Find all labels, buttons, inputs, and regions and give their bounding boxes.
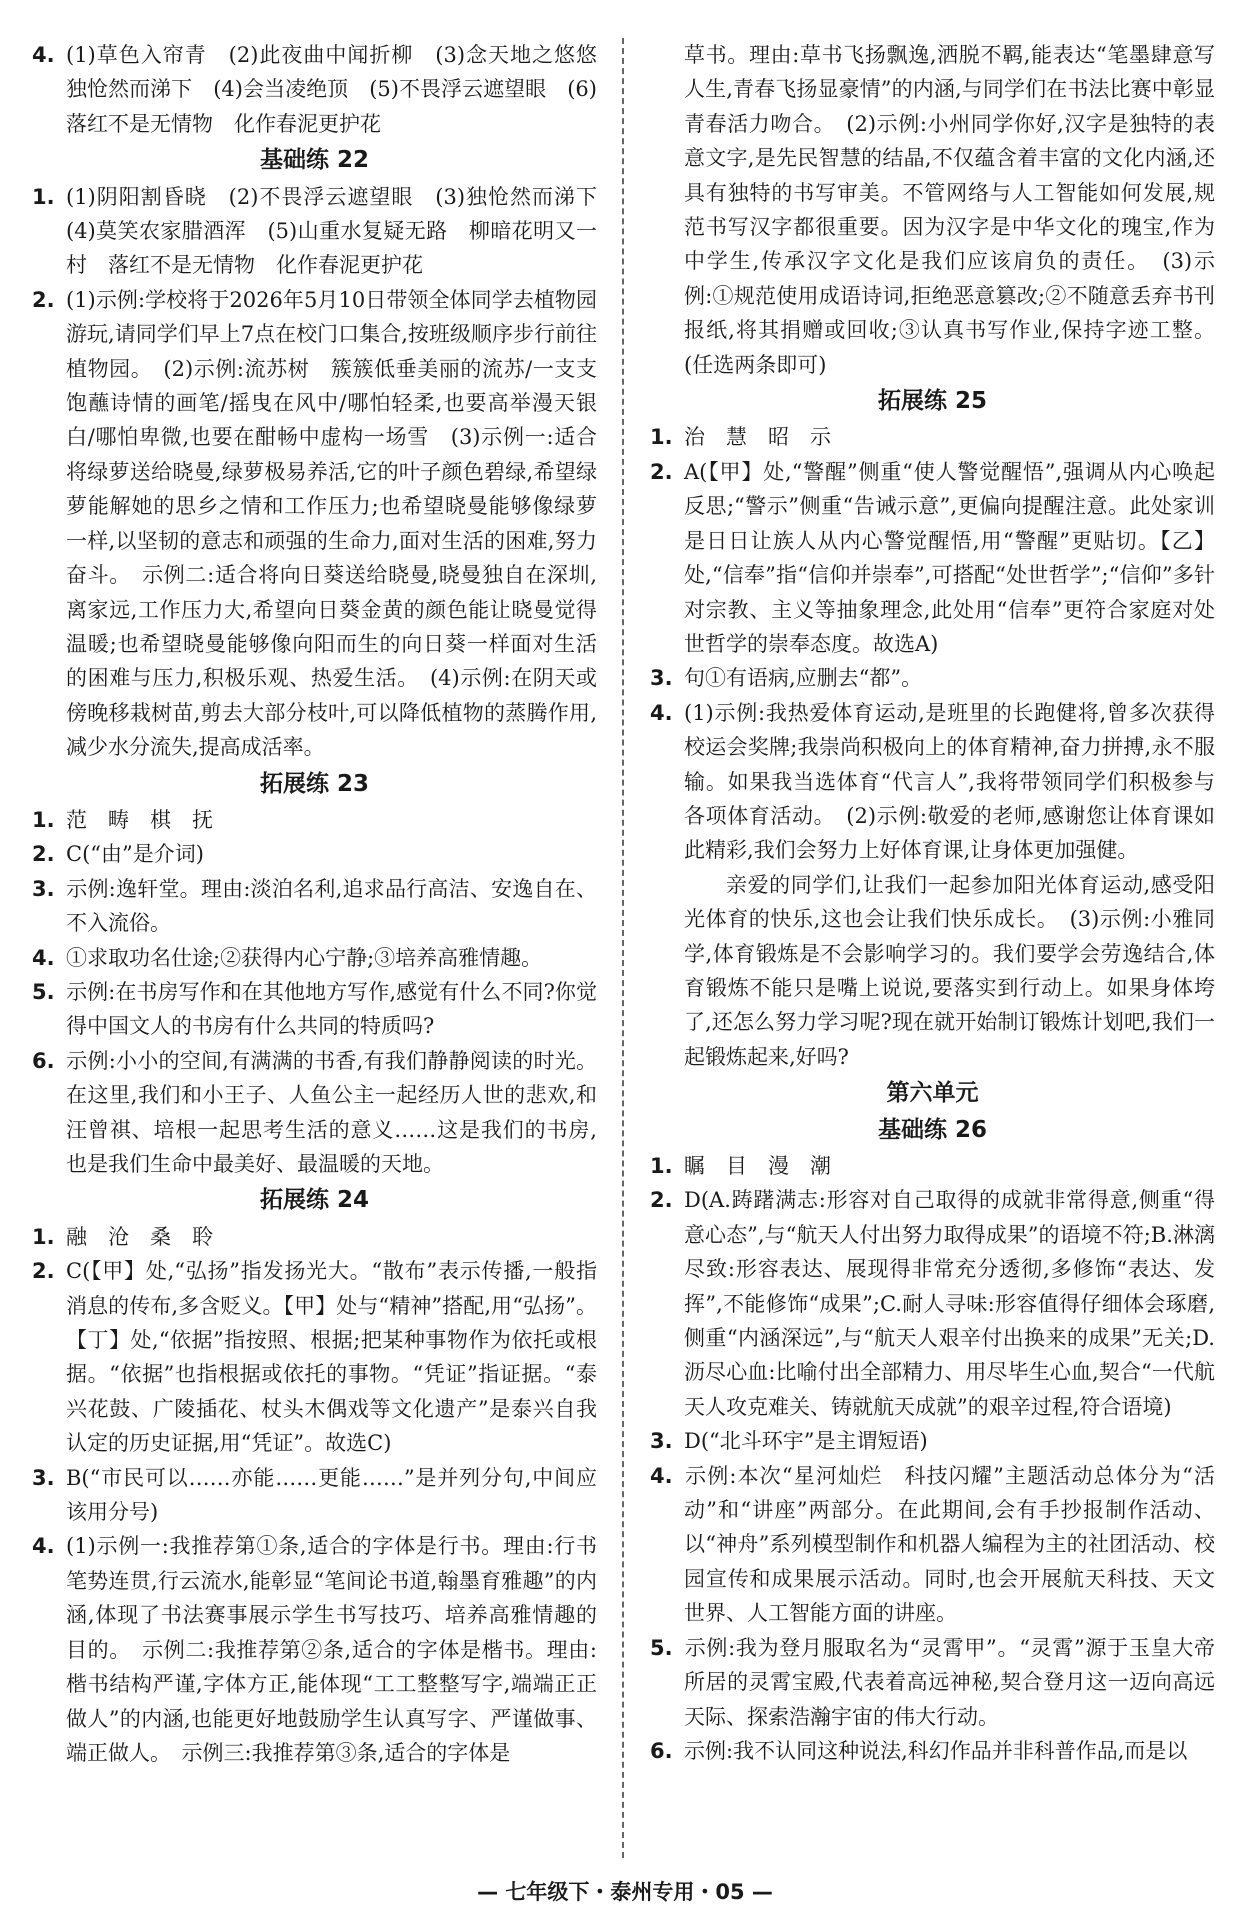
item-number: 5. [32,979,55,1004]
section-heading: 第六单元 [886,1080,979,1107]
item-number: 4. [32,43,55,67]
answer-item [32,283,597,765]
item-text: 句①有语病,应删去“都”。 [684,666,923,691]
left-column [32,38,618,1770]
item-number: 1. [32,1224,55,1249]
answer-item [32,1220,597,1254]
item-number: 2. [32,287,55,312]
section-heading: 拓展练 25 [877,388,987,415]
item-text: 示例:我为登月服取名为“灵霄甲”。“灵霄”源于玉皇大帝所居的灵霄宝殿,代表着高远神秘,契合登月这一迈向高远天际、探索浩瀚宇宙的伟大行动。 [684,1635,1215,1729]
answer-item [650,1734,1215,1768]
item-text: C(“由”是介词) [66,842,204,867]
item-number: 4. [650,700,673,725]
item-number: 3. [650,1429,673,1454]
item-number: 1. [650,1154,673,1178]
answer-item [650,420,1215,454]
item-text: 示例:小小的空间,有满满的书香,有我们静静阅读的时光。在这里,我们和小王子、人鱼公主一起经历人世的悲欢,和汪曾祺、培根一起思考生活的意义……这是我们的书房,也是我们生命中最美好、最温暖的天地。 [66,1048,597,1176]
answer-paragraph: 亲爱的同学们,让我们一起参加阳光体育运动,感受阳光体育的快乐,这也会让我们快乐成长。 (3)示例:小雅同学,体育锻炼是不会影响学习的。我们要学会劳逸结合,体育锻炼不能只是嘴上说说,要落实到行动上。如果身体垮了,还怎么努力学习呢?现在就开始制订锻炼计划吧,我们一起锻炼起来,好吗? [684,872,1215,1069]
item-number: 1. [650,425,673,450]
answer-item [32,1461,597,1530]
answer-item [650,1424,1215,1458]
item-text: A(【甲】处,“警醒”侧重“使人警觉醒悟”,强调从内心唤起反思;“警示”侧重“告诫示意”,更偏向提醒注意。此处家训是日日让族人从内心警觉醒悟,用“警醒”更贴切。【乙】处,“信奉”指“信仰并崇奉”,可搭配“处世哲学”;“信仰”多针对宗教、主义等抽象理念,此处用“信奉”更符合家庭对处世哲学的崇奉态度。故选A) [684,459,1215,656]
item-number: 4. [32,1534,55,1559]
answer-continuation: 草书。理由:草书飞扬飘逸,洒脱不羁,能表达“笔墨肆意写人生,青春飞扬显豪情”的内涵,与同学们在书法比赛中彰显青春活力吻合。 (2)示例:小州同学你好,汉字是独特的表意文字,是先民智慧的结晶,不仅蕴含着丰富的文化内涵,还具有独特的书写审美。不管网络与人工智能如何发展,规范书写汉字都很重要。因为汉字是中华文化的瑰宝,作为中学生,传承汉字文化是我们应该肩负的责任。 (3)示例:①规范使用成语诗词,拒绝恶意篡改;②不随意丢弃书刊报纸,将其捐赠或回收;③认真书写作业,保持字迹工整。(任选两条即可) [684,43,1215,377]
item-text: (1)示例:我热爱体育运动,是班里的长跑健将,曾多次获得校运会奖牌;我崇尚积极向上的体育精神,奋力拼搏,永不服输。如果我当选体育“代言人”,我将带领同学们积极参与各项体育活动。 (2)示例:敬爱的老师,感谢您让体育课如此精彩,我们会努力上好体育课,让身体更加强健。 [684,700,1215,863]
page-footer: — 七年级下・泰州专用・05 — [477,1880,773,1904]
answer-item [32,941,597,975]
section-heading: 拓展练 24 [259,1187,369,1214]
answer-item [650,455,1215,661]
answer-item [32,803,597,837]
item-text: D(A.踌躇满志:形容对自己取得的成就非常得意,侧重“得意心态”,与“航天人付出努力取得成果”的语境不符;B.淋漓尽致:形容表达、展现得非常充分透彻,多修饰“表达、发挥”,不能修饰“成果”;C.耐人寻味:形容值得仔细体会琢磨,侧重“内涵深远”,与“航天人艰辛付出换来的成果”无关;D.沥尽心血:比喻付出全部精力、用尽毕生心血,契合“一代航天人攻克难关、铸就航天成就”的艰辛过程,符合语境) [684,1188,1215,1419]
item-number: 2. [650,1188,673,1213]
item-text: 示例:本次“星河灿烂 科技闪耀”主题活动总体分为“活动”和“讲座”两部分。在此期间,会有手抄报制作活动、以“神舟”系列模型制作和机器人编程为主的社团活动、校园宣传和成果展示活动。同时,也会开展航天科技、天文世界、人工智能方面的讲座。 [684,1463,1215,1626]
item-text: (1)阴阳割昏晓 (2)不畏浮云遮望眼 (3)独怆然而涕下 (4)莫笑农家腊酒浑 (5)山重水复疑无路 柳暗花明又一村 落红不是无情物 化作春泥更护花 [66,184,618,278]
item-number: 4. [650,1463,673,1488]
item-number: 3. [32,876,55,901]
item-text: D(“北斗环宇”是主谓短语) [684,1429,928,1454]
item-text: (1)草色入帘青 (2)此夜曲中闻折柳 (3)念天地之悠悠 独怆然而涕下 (4)会当凌绝顶 (5)不畏浮云遮望眼 (6)落红不是无情物 化作春泥更护花 [66,43,618,136]
item-number: 6. [650,1738,673,1763]
answer-item [32,1254,597,1460]
item-text: 融 沧 桑 聆 [66,1224,213,1249]
item-text: (1)示例:学校将于2026年5月10日带领全体同学去植物园游玩,请同学们早上7点在校门口集合,按班级顺序步行前往植物园。 (2)示例:流苏树 簇簇低垂美丽的流苏/一支支饱蘸诗情的画笔/摇曳在风中/哪怕轻柔,也要高举漫天银白/哪怕卑微,也要在酣畅中虚构一场雪 (3)示例一:适合将绿萝送给晓曼,绿萝极易养活,它的叶子颜色碧绿,希望绿萝能解她的思乡之情和工作压力;也希望晓曼能够像绿萝一样,以坚韧的意志和顽强的生命力,面对生活的困难,努力奋斗。 示例二:适合将向日葵送给晓曼,晓曼独自在深圳,离家远,工作压力大,希望向日葵金黄的颜色能让晓曼觉得温暖;也希望晓曼能够像向阳而生的向日葵一样面对生活的困难与压力,积极乐观、热爱生活。 (4)示例:在阴天或傍晚移栽树苗,剪去大部分枝叶,可以降低植物的蒸腾作用,减少水分流失,提高成活率。 [66,287,597,760]
item-text: 范 畴 棋 抚 [66,807,213,832]
answer-item [650,1183,1215,1424]
section-heading: 基础练 26 [877,1116,987,1143]
right-column [650,38,1215,1768]
answer-item [32,1044,597,1182]
section-heading: 拓展练 23 [259,770,369,797]
item-number: 4. [32,945,55,970]
column-divider [622,38,624,1858]
item-text: ①求取功名仕途;②获得内心宁静;③培养高雅情趣。 [66,945,543,970]
item-text: C(【甲】处,“弘扬”指发扬光大。“散布”表示传播,一般指消息的传布,多含贬义。【甲】处与“精神”搭配,用“弘扬”。【丁】处,“依据”指按照、根据;把某种事物作为依托或根据。“依据”也指根据或依托的事物。“凭证”指证据。“泰兴花鼓、广陵插花、杖头木偶戏等文化遗产”是泰兴自我认定的历史证据,用“凭证”。故选C) [66,1259,597,1456]
item-number: 5. [650,1635,673,1660]
item-text: 瞩 目 漫 潮 [684,1154,831,1178]
item-number: 3. [650,666,673,691]
item-text: 示例:在书房写作和在其他地方写作,感觉有什么不同?你觉得中国文人的书房有什么共同的特质吗? [66,979,597,1039]
answer-item [650,1149,1215,1183]
answer-item [650,1631,1215,1734]
item-number: 2. [650,459,673,484]
answer-item [650,661,1215,695]
item-text: (1)示例一:我推荐第①条,适合的字体是行书。理由:行书笔势连贯,行云流水,能彰显“笔间论书道,翰墨育雅趣”的内涵,体现了书法赛事展示学生书写技巧、培养高雅情趣的目的。 示例二:我推荐第②条,适合的字体是楷书。理由:楷书结构严谨,字体方正,能体现“工工整整写字,端端正正做人”的内涵,也能更好地鼓励学生认真写字、严谨做事、端正做人。 示例三:我推荐第③条,适合的字体是 [66,1534,597,1765]
answer-item [32,38,618,141]
item-text: 示例:逸轩堂。理由:淡泊名利,追求品行高洁、安逸自在、不入流俗。 [66,876,597,936]
item-number: 3. [32,1465,55,1490]
item-number: 6. [32,1048,55,1073]
item-number: 2. [32,842,55,867]
answer-item [32,837,597,871]
answer-item [32,975,597,1044]
item-text: B(“市民可以……亦能……更能……”是并列分句,中间应该用分号) [66,1465,597,1525]
answer-item [32,872,597,941]
section-heading: 基础练 22 [259,147,369,174]
answer-item [32,180,618,283]
answer-item [650,696,1215,868]
item-number: 2. [32,1259,55,1284]
item-number: 1. [32,807,55,832]
item-text: 示例:我不认同这种说法,科幻作品并非科普作品,而是以 [684,1738,1188,1763]
answer-item [32,1529,597,1770]
item-text: 治 慧 昭 示 [684,425,831,450]
answer-item [650,1459,1215,1631]
item-number: 1. [32,184,55,209]
